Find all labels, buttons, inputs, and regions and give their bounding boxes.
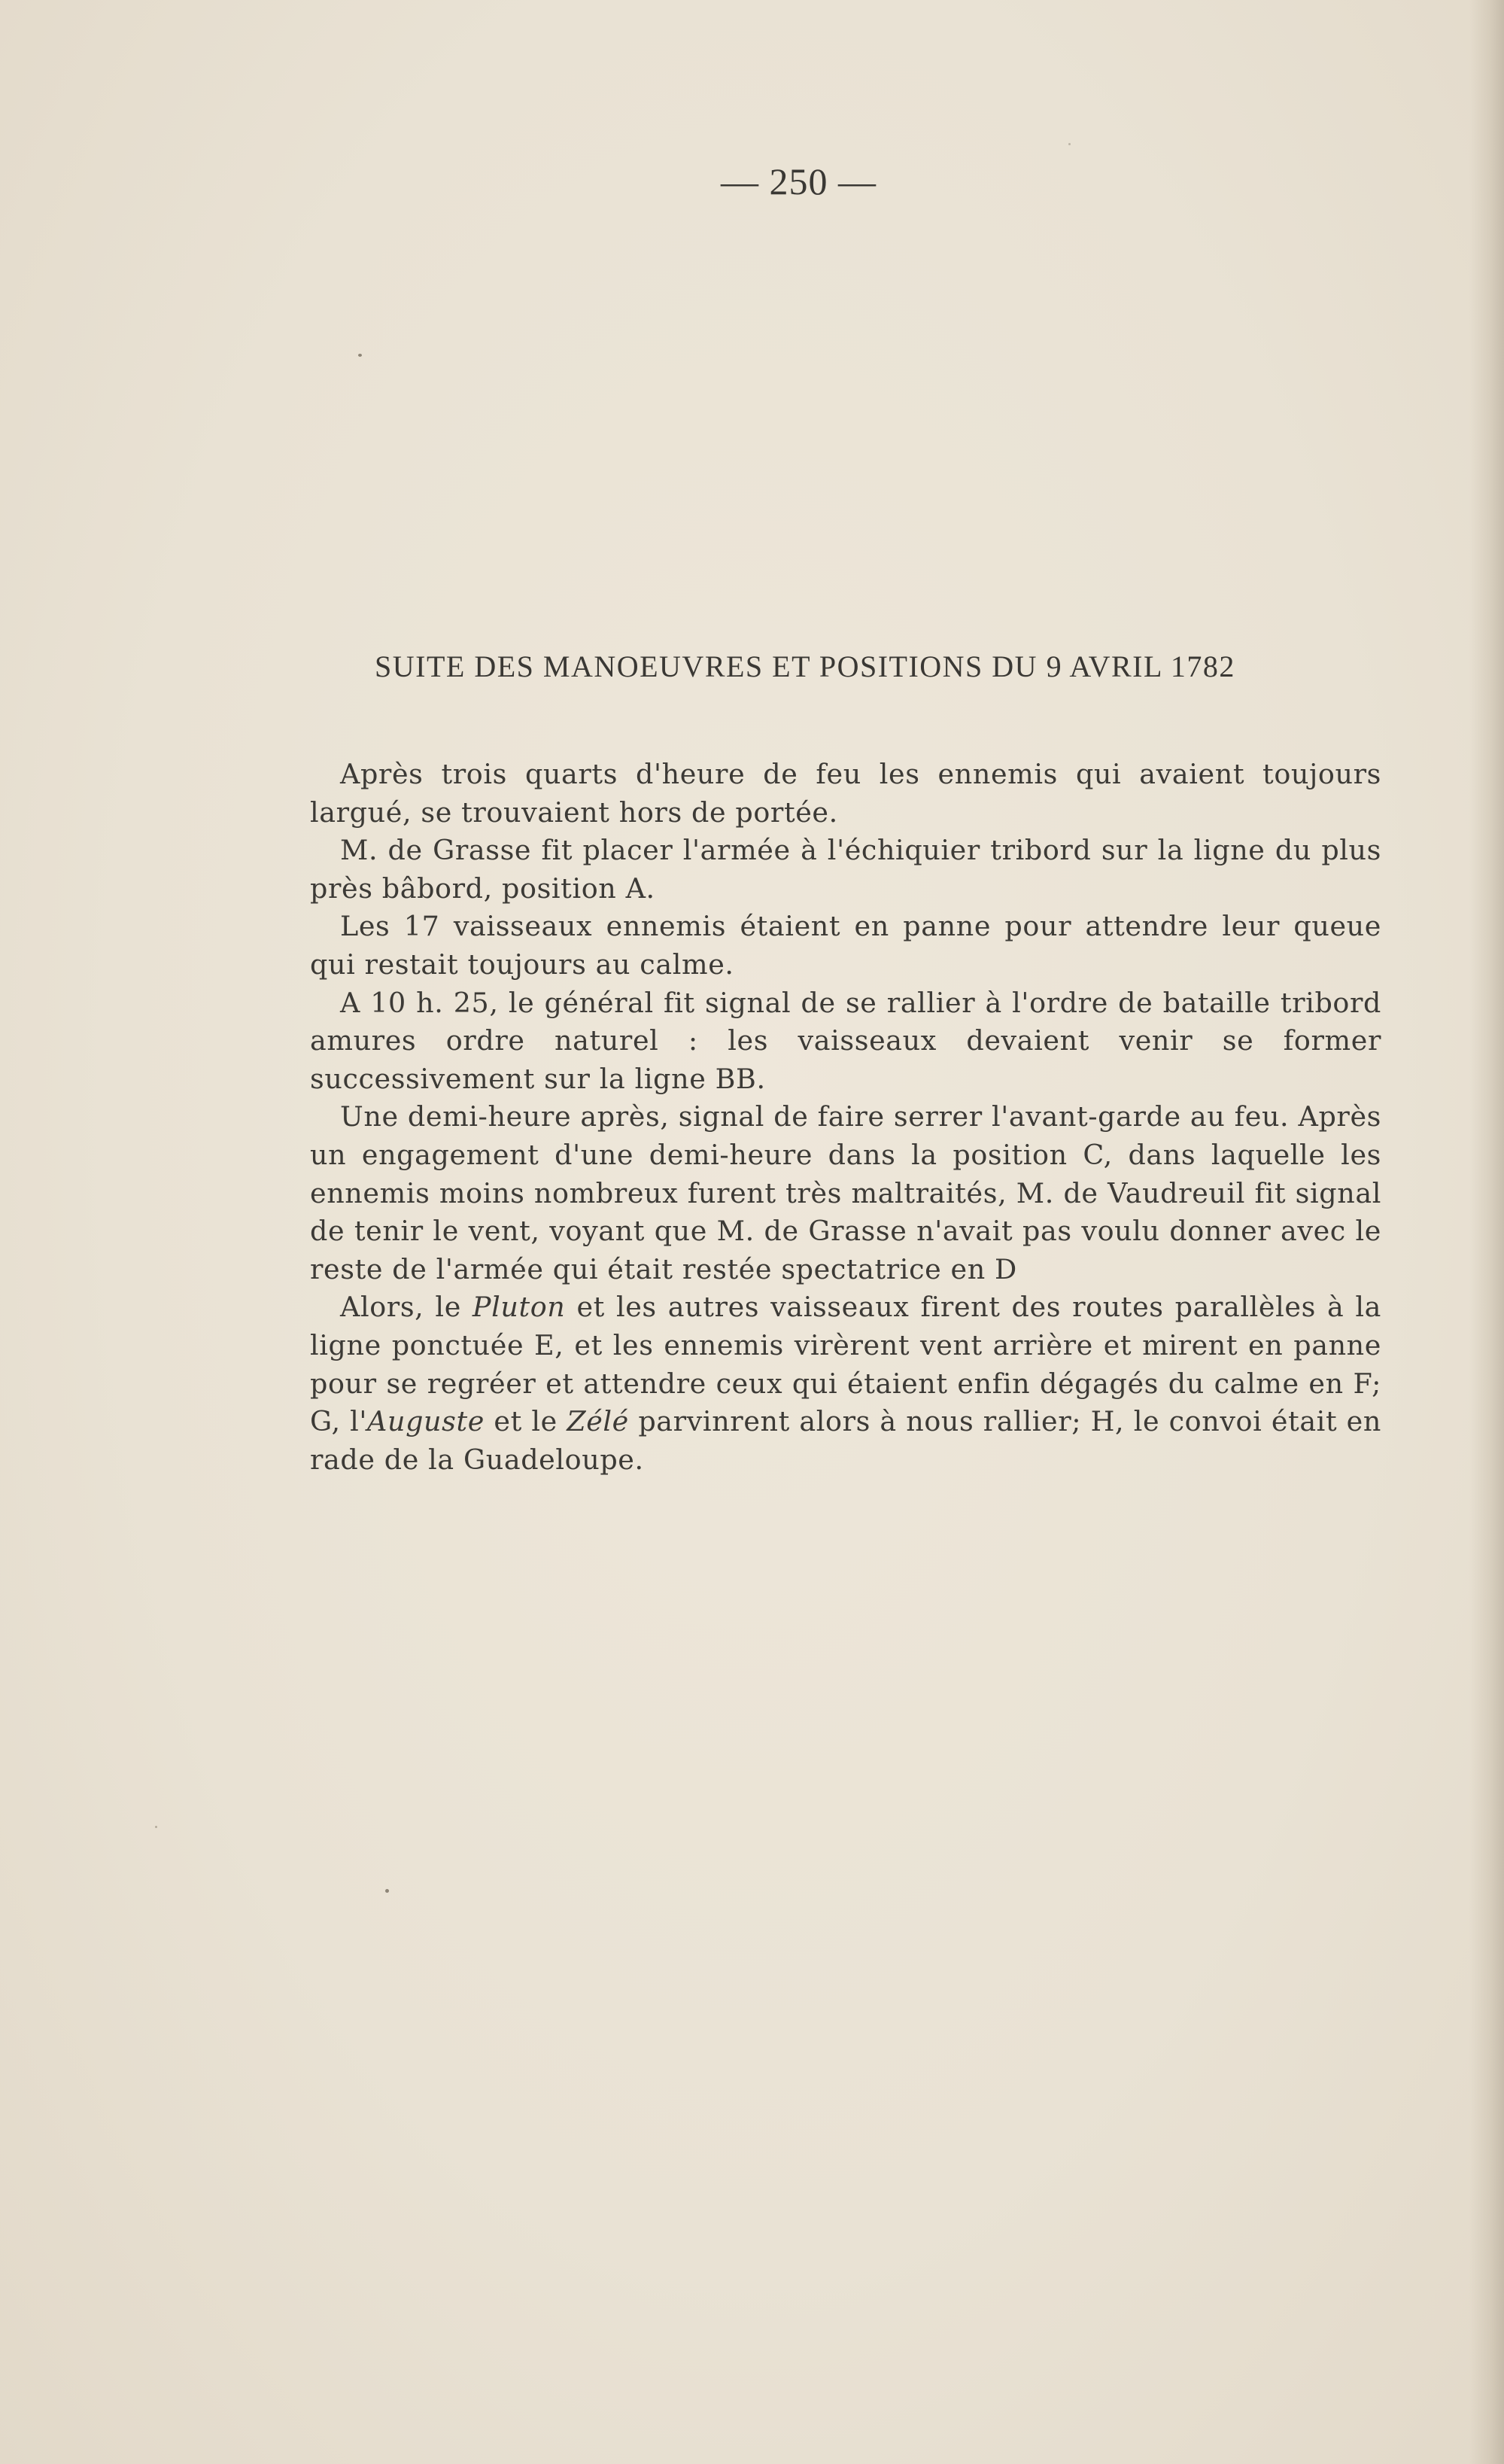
text-span: et le [484, 1405, 567, 1438]
ship-name-italic: Zélé [567, 1405, 629, 1438]
page-number: — 250 — [721, 160, 877, 202]
paper-speck [1068, 143, 1071, 145]
page-edge-shadow [1469, 0, 1504, 2464]
paragraph-last [310, 1288, 1381, 1479]
section-title: SUITE DES MANOEUVRES ET POSITIONS DU 9 AVRIL 1782 [375, 649, 1235, 683]
body-text [310, 756, 1381, 1479]
paper-speck [385, 1889, 389, 1893]
paragraph: Les 17 vaisseaux ennemis étaient en panne pour attendre leur queue qui restait toujours au calme. [310, 910, 1381, 981]
paper-speck [358, 354, 362, 357]
paragraph: A 10 h. 25, le général fit signal de se rallier à l'ordre de bataille tribord amures ordre naturel : les vaisseaux devaient venir se former successivement sur la ligne BB. [310, 986, 1381, 1095]
paragraph: Une demi-heure après, signal de faire serrer l'avant-garde au feu. Après un engagement d'une demi-heure dans la position C, dans laquelle les ennemis moins nombreux furent très maltraités, M. de Vaudreuil fit signal de tenir le vent, voyant que M. de Grasse n'avait pas voulu donner avec le reste de l'armée qui était restée spectatrice en D [310, 1100, 1381, 1285]
text-span: Alors, le [340, 1291, 472, 1324]
paragraph: Après trois quarts d'heure de feu les ennemis qui avaient toujours largué, se trouvaient hors de portée. [310, 758, 1381, 829]
ship-name-italic: Pluton [472, 1291, 566, 1324]
paragraph: M. de Grasse fit placer l'armée à l'échiquier tribord sur la ligne du plus près bâbord, position A. [310, 834, 1381, 905]
paper-speck [155, 1826, 157, 1828]
text-span: parvinrent alors à nous rallier; H, le convoi était en rade de la Guadeloupe. [310, 1405, 1381, 1476]
text-span: et les autres vaisseaux firent des routes parallèles à la ligne ponctuée E, et les ennemis virèrent vent arrière et mirent en panne pour se regréer et attendre ceux qui étaient enfin dégagés du calme en F; G, l' [310, 1291, 1381, 1438]
ship-name-italic: Auguste [367, 1405, 485, 1438]
